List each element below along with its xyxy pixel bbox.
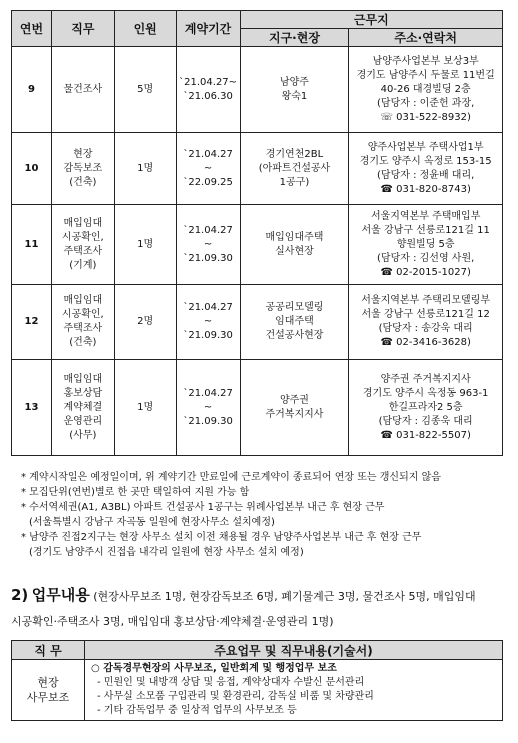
cell-no: 10 [12, 133, 52, 205]
cell-job [51, 285, 114, 360]
cell-job-line: 시공확인, [61, 309, 104, 320]
cell-period-line: `21.04.27 [183, 224, 233, 236]
cell-contact-line: 향원빌딩 5층 [396, 238, 455, 250]
cell-site-line: 임대주택 [275, 316, 314, 327]
cell-period-line: ~ [203, 162, 213, 174]
cell-period-line: `21.04.27~ [179, 76, 238, 88]
cell-site-line: 왕숙1 [281, 90, 308, 102]
duty-job-line: 사무보조 [26, 691, 70, 704]
cell-period [176, 205, 240, 285]
cell-count: 1명 [114, 133, 176, 205]
note-line: (서울특별시 강남구 자곡동 일원에 현장사무소 설치예정) [29, 517, 275, 528]
table-row [12, 205, 503, 285]
cell-no: 13 [12, 360, 52, 456]
header-no: 연번 [12, 11, 52, 47]
cell-site-line: 양주권 [279, 394, 309, 406]
section-title: 업무내용 [31, 586, 90, 604]
cell-job-line: (기계) [69, 259, 97, 271]
cell-site-line: 건설공사현장 [265, 330, 324, 341]
cell-site-line: 경기연천2BL [265, 148, 324, 160]
cell-job-line: 운영관리 [63, 415, 103, 427]
cell-contact-line: ☎ 031-822-5507) [380, 429, 471, 441]
header-period: 계약기간 [176, 11, 240, 47]
cell-site [240, 133, 349, 205]
cell-job-line: 물건조사 [63, 83, 103, 95]
cell-job-line: (건축) [69, 337, 97, 348]
cell-contact-line: 서울 강남구 선릉로121길 11 [361, 224, 490, 236]
note-line: * 모집단위(연번)별로 한 곳만 택일하여 지원 가능 함 [21, 487, 250, 498]
cell-contact-line: 양주권 주거복지지사 [380, 373, 471, 385]
header-count: 인원 [114, 11, 176, 47]
duty-job-cell [12, 660, 85, 721]
cell-period-line: `21.09.30 [183, 252, 233, 264]
cell-site-line: 매입임대주택 [265, 231, 324, 243]
cell-site [240, 205, 349, 285]
note-line: * 수서역세권(A1, A3BL) 아파트 건설공사 1공구는 위례사업본부 내근 후 현장 근무 [21, 502, 385, 513]
cell-site-line: 실사현장 [275, 245, 314, 257]
table-row [12, 133, 503, 205]
cell-job-line: 주택조사 [63, 323, 103, 334]
header-workplace: 근무지 [240, 11, 502, 29]
cell-period-line: `22.09.25 [183, 176, 233, 188]
cell-contact-line: 경기도 양주시 옥정로 153-15 [359, 155, 492, 167]
duty-task-item: - 사무실 소모품 구입관리 및 환경관리, 감독실 비품 및 차량관리 [97, 691, 374, 702]
note-line: (경기도 남양주시 진접읍 내각리 일원에 현장 사무소 설치 예정) [29, 547, 304, 558]
header-job: 직무 [51, 11, 114, 47]
duty-task-item: - 기타 감독업무 중 일상적 업무의 사무보조 등 [97, 705, 297, 716]
cell-period-line: `21.04.27 [183, 387, 233, 399]
note-line: * 남양주 진접2지구는 현장 사무소 설치 이전 채용될 경우 남양주사업본부 내근 후 현장 근무 [21, 532, 422, 543]
cell-job-line: 감독보조 [63, 162, 103, 174]
cell-period-line: `21.09.30 [183, 415, 233, 427]
cell-contact [349, 205, 503, 285]
cell-contact-line: ☎ 02-3416-3628) [380, 337, 471, 348]
duty-tasks-cell [85, 660, 503, 721]
cell-contact-line: 남양주사업본부 보상3부 [372, 55, 479, 67]
cell-site-line: 남양주 [279, 76, 309, 88]
cell-job-line: 매입임대 [63, 217, 103, 229]
duty-header-tasks: 주요업무 및 직무내용(기술서) [85, 641, 503, 660]
cell-contact [349, 285, 503, 360]
cell-contact-line: ☎ 02-2015-1027) [380, 266, 471, 278]
cell-contact-line: (담당자 : 정윤배 대리, [377, 169, 475, 181]
duty-header-job: 직 무 [12, 641, 85, 660]
cell-contact-line: 서울 강남구 선릉로121길 12 [361, 309, 490, 320]
table-row [12, 47, 503, 133]
cell-job-line: 시공확인, [61, 231, 104, 243]
cell-job-line: (건축) [69, 176, 97, 188]
section-duties [11, 587, 511, 630]
cell-count: 2명 [114, 285, 176, 360]
cell-job [51, 47, 114, 133]
cell-count: 1명 [114, 360, 176, 456]
cell-contact-line: ☏ 031-522-8932) [380, 111, 471, 123]
cell-job [51, 360, 114, 456]
cell-period [176, 285, 240, 360]
cell-site-line: (아파트건설공사 [258, 162, 331, 174]
cell-no: 12 [12, 285, 52, 360]
cell-contact-line: 양주사업본부 주택사업1부 [367, 141, 484, 153]
header-contact: 주소·연락처 [349, 29, 503, 47]
cell-contact-line: (담당자 : 김종욱 대리 [378, 415, 473, 427]
cell-period-line: ~ [203, 401, 213, 413]
cell-contact-line: 40-26 대경빌딩 2층 [380, 83, 471, 95]
duty-task-head: ○ 감독경무현장의 사무보조, 일반회계 및 행정업무 보조 [91, 663, 337, 674]
cell-job-line: 매입임대 [63, 373, 103, 385]
cell-period-line: `21.04.27 [183, 302, 233, 313]
section-desc-line2: 시공확인·주택조사 3명, 매입임대 홍보상담·계약체결·운영관리 1명) [11, 615, 334, 628]
cell-period [176, 47, 240, 133]
cell-site [240, 285, 349, 360]
cell-contact-line: ☎ 031-820-8743) [380, 183, 471, 195]
cell-contact-line: 한길프라자2 5층 [388, 401, 463, 413]
cell-period-line: `21.09.30 [183, 330, 233, 341]
cell-contact-line: 경기도 양주시 옥정동 963-1 [362, 387, 489, 399]
cell-job-line: 주택조사 [63, 245, 103, 257]
duty-table [11, 640, 503, 721]
cell-count: 5명 [114, 47, 176, 133]
cell-job-line: 매입임대 [63, 295, 103, 306]
cell-contact-line: (담당자 : 김선영 사원, [377, 252, 475, 264]
duty-task-item: - 민원인 및 내방객 상담 및 응접, 계약상대자 수발신 문서관리 [97, 677, 365, 688]
notes-block [21, 470, 503, 560]
cell-contact-line: 경기도 남양주시 두물로 11번길 [356, 69, 495, 81]
cell-site [240, 360, 349, 456]
cell-period-line: ~ [203, 238, 213, 250]
cell-job [51, 133, 114, 205]
cell-contact-line: 서울지역본부 주택매입부 [370, 210, 481, 222]
cell-no: 9 [12, 47, 52, 133]
section-number: 2) [11, 586, 29, 604]
table-row [12, 360, 503, 456]
cell-site-line: 주거복지지사 [265, 408, 324, 420]
header-site: 지구·현장 [240, 29, 349, 47]
cell-period [176, 133, 240, 205]
cell-count: 1명 [114, 205, 176, 285]
cell-contact-line: (담당자 : 이준헌 과장, [377, 97, 475, 109]
cell-period-line: ~ [203, 316, 213, 327]
note-line: * 계약시작일은 예정일이며, 위 계약기간 만료일에 근로계약이 종료되어 연장 또는 갱신되지 않음 [21, 472, 441, 483]
cell-job-line: 계약체결 [63, 401, 103, 413]
cell-contact [349, 360, 503, 456]
section-desc-line1: (현장사무보조 1명, 현장감독보조 6명, 폐기물계근 3명, 물건조사 5명, 매입임대 [93, 590, 476, 603]
cell-period-line: `21.04.27 [183, 148, 233, 160]
cell-period [176, 360, 240, 456]
cell-contact [349, 133, 503, 205]
duty-job-line: 현장 [37, 676, 59, 689]
cell-job-line: 홍보상담 [63, 387, 103, 399]
recruitment-table [11, 10, 503, 456]
cell-no: 11 [12, 205, 52, 285]
cell-site-line: 공공리모델링 [265, 302, 324, 313]
cell-site [240, 47, 349, 133]
cell-contact-line: 서울지역본부 주택리모델링부 [361, 295, 491, 306]
cell-contact-line: (담당자 : 송강욱 대리 [378, 323, 473, 334]
cell-period-line: `21.06.30 [183, 90, 233, 102]
cell-job-line: (사무) [69, 429, 97, 441]
table-row [12, 285, 503, 360]
cell-site-line: 1공구) [279, 176, 310, 188]
cell-job [51, 205, 114, 285]
cell-contact [349, 47, 503, 133]
cell-job-line: 현장 [73, 148, 93, 160]
